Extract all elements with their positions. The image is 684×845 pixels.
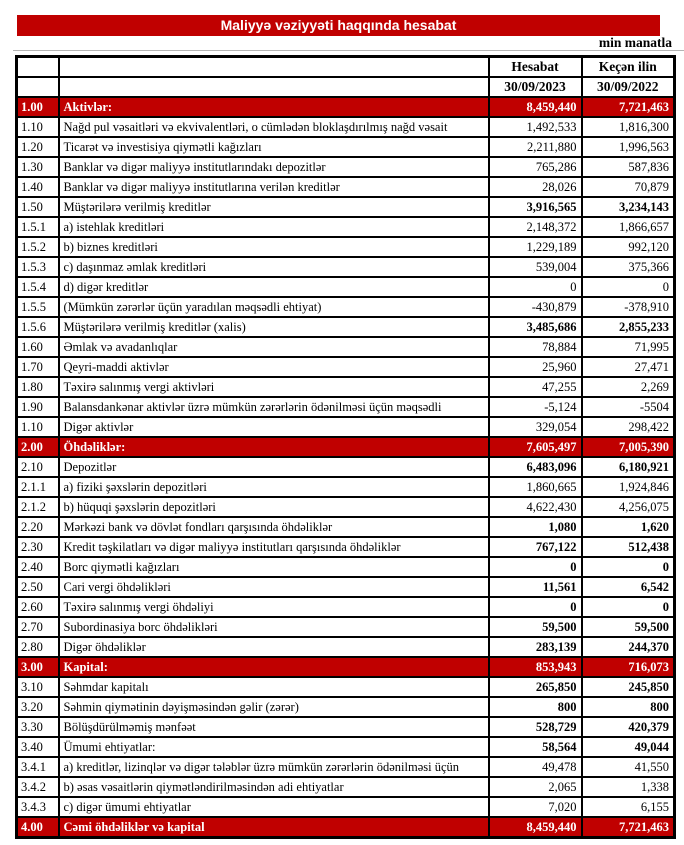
section-row bbox=[17, 437, 675, 457]
header-label-blank bbox=[59, 77, 489, 97]
header-row-1 bbox=[17, 57, 675, 78]
row-code: 1.5.3 bbox=[17, 257, 59, 277]
table-row bbox=[17, 157, 675, 177]
row-value-prior: 716,073 bbox=[582, 657, 675, 677]
row-code: 1.60 bbox=[17, 337, 59, 357]
row-label: b) biznes kreditləri bbox=[59, 237, 489, 257]
row-code: 1.5.6 bbox=[17, 317, 59, 337]
row-label: Bölüşdürülməmiş mənfəət bbox=[59, 717, 489, 737]
table-row bbox=[17, 737, 675, 757]
row-code: 2.1.2 bbox=[17, 497, 59, 517]
table-row bbox=[17, 297, 675, 317]
row-label: Müştərilərə verilmiş kreditlər bbox=[59, 197, 489, 217]
divider-line bbox=[13, 50, 684, 51]
row-value-prior: 41,550 bbox=[582, 757, 675, 777]
table-header bbox=[17, 57, 675, 98]
row-value-prior: 0 bbox=[582, 277, 675, 297]
table-row bbox=[17, 257, 675, 277]
row-label: Təxirə salınmış vergi öhdəliyi bbox=[59, 597, 489, 617]
row-code: 1.20 bbox=[17, 137, 59, 157]
table-row bbox=[17, 337, 675, 357]
row-label: b) əsas vəsaitlərin qiymətləndirilməsindən adi ehtiyatlar bbox=[59, 777, 489, 797]
row-label: d) digər kreditlər bbox=[59, 277, 489, 297]
row-code: 3.10 bbox=[17, 677, 59, 697]
row-value-current: 58,564 bbox=[489, 737, 582, 757]
row-code: 1.40 bbox=[17, 177, 59, 197]
row-value-prior: 1,996,563 bbox=[582, 137, 675, 157]
row-value-prior: 59,500 bbox=[582, 617, 675, 637]
row-code: 2.00 bbox=[17, 437, 59, 457]
row-value-prior: 420,379 bbox=[582, 717, 675, 737]
row-code: 2.80 bbox=[17, 637, 59, 657]
table-row bbox=[17, 617, 675, 637]
row-label: Öhdəliklər: bbox=[59, 437, 489, 457]
row-value-current: -5,124 bbox=[489, 397, 582, 417]
row-code: 3.4.2 bbox=[17, 777, 59, 797]
table-row bbox=[17, 637, 675, 657]
table-row bbox=[17, 237, 675, 257]
row-value-current: 4,622,430 bbox=[489, 497, 582, 517]
row-value-prior: 2,269 bbox=[582, 377, 675, 397]
row-code: 4.00 bbox=[17, 817, 59, 838]
table-row bbox=[17, 777, 675, 797]
row-label: Mərkəzi bank və dövlət fondları qarşısında öhdəliklər bbox=[59, 517, 489, 537]
row-value-current: 0 bbox=[489, 557, 582, 577]
row-value-current: 0 bbox=[489, 597, 582, 617]
row-code: 1.10 bbox=[17, 117, 59, 137]
row-label: Nağd pul vəsaitləri və ekvivalentləri, o cümlədən bloklaşdırılmış nağd vəsait bbox=[59, 117, 489, 137]
row-value-current: 25,960 bbox=[489, 357, 582, 377]
row-code: 1.5.1 bbox=[17, 217, 59, 237]
row-value-prior: 6,155 bbox=[582, 797, 675, 817]
row-code: 1.5.5 bbox=[17, 297, 59, 317]
row-value-current: 800 bbox=[489, 697, 582, 717]
row-label: Qeyri-maddi aktivlər bbox=[59, 357, 489, 377]
row-value-current: 0 bbox=[489, 277, 582, 297]
row-value-current: 767,122 bbox=[489, 537, 582, 557]
row-value-prior: 7,721,463 bbox=[582, 817, 675, 838]
row-code: 1.90 bbox=[17, 397, 59, 417]
row-value-prior: -378,910 bbox=[582, 297, 675, 317]
row-label: Ticarət və investisiya qiymətli kağızları bbox=[59, 137, 489, 157]
row-label: (Mümkün zərərlər üçün yaradılan məqsədli ehtiyat) bbox=[59, 297, 489, 317]
row-value-current: 539,004 bbox=[489, 257, 582, 277]
header-prior-title: Keçən ilin bbox=[582, 57, 675, 78]
table-row bbox=[17, 517, 675, 537]
row-code: 2.30 bbox=[17, 537, 59, 557]
header-code-blank bbox=[17, 77, 59, 97]
row-value-current: 329,054 bbox=[489, 417, 582, 437]
row-code: 2.60 bbox=[17, 597, 59, 617]
row-value-prior: 7,721,463 bbox=[582, 97, 675, 117]
section-row bbox=[17, 657, 675, 677]
financial-position-table bbox=[15, 55, 676, 839]
row-value-prior: 7,005,390 bbox=[582, 437, 675, 457]
row-code: 1.00 bbox=[17, 97, 59, 117]
table-body bbox=[17, 97, 675, 838]
row-value-prior: 992,120 bbox=[582, 237, 675, 257]
row-value-current: 1,492,533 bbox=[489, 117, 582, 137]
table-row bbox=[17, 797, 675, 817]
row-code: 1.50 bbox=[17, 197, 59, 217]
table-row bbox=[17, 357, 675, 377]
row-value-current: 2,211,880 bbox=[489, 137, 582, 157]
row-code: 1.5.2 bbox=[17, 237, 59, 257]
table-row bbox=[17, 277, 675, 297]
row-value-prior: 587,836 bbox=[582, 157, 675, 177]
row-value-current: 283,139 bbox=[489, 637, 582, 657]
row-code: 3.30 bbox=[17, 717, 59, 737]
table-row bbox=[17, 397, 675, 417]
row-label: a) fiziki şəxslərin depozitləri bbox=[59, 477, 489, 497]
table-row bbox=[17, 557, 675, 577]
row-label: c) daşınmaz əmlak kreditləri bbox=[59, 257, 489, 277]
row-value-current: 765,286 bbox=[489, 157, 582, 177]
row-value-current: 6,483,096 bbox=[489, 457, 582, 477]
row-label: a) kreditlər, lizinqlər və digər tələblər üzrə mümkün zərərlərin ödənilməsi üçün bbox=[59, 757, 489, 777]
row-code: 2.40 bbox=[17, 557, 59, 577]
row-label: Səhmin qiymətinin dəyişməsindən gəlir (zərər) bbox=[59, 697, 489, 717]
table-row bbox=[17, 597, 675, 617]
row-code: 1.10 bbox=[17, 417, 59, 437]
unit-note: min manatla bbox=[598, 35, 672, 50]
row-value-current: 3,916,565 bbox=[489, 197, 582, 217]
row-value-prior: 1,924,846 bbox=[582, 477, 675, 497]
row-value-prior: 4,256,075 bbox=[582, 497, 675, 517]
row-label: Borc qiymətli kağızları bbox=[59, 557, 489, 577]
header-code-blank bbox=[17, 57, 59, 78]
table-row bbox=[17, 477, 675, 497]
row-code: 2.1.1 bbox=[17, 477, 59, 497]
row-value-current: 8,459,440 bbox=[489, 97, 582, 117]
row-value-prior: 0 bbox=[582, 557, 675, 577]
row-label: Müştərilərə verilmiş kreditlər (xalis) bbox=[59, 317, 489, 337]
row-value-prior: 1,866,657 bbox=[582, 217, 675, 237]
table-row bbox=[17, 117, 675, 137]
row-value-current: -430,879 bbox=[489, 297, 582, 317]
row-label: Digər aktivlər bbox=[59, 417, 489, 437]
row-code: 2.10 bbox=[17, 457, 59, 477]
row-code: 3.4.3 bbox=[17, 797, 59, 817]
table-row bbox=[17, 697, 675, 717]
row-code: 1.80 bbox=[17, 377, 59, 397]
table-row bbox=[17, 377, 675, 397]
row-value-current: 49,478 bbox=[489, 757, 582, 777]
row-code: 2.20 bbox=[17, 517, 59, 537]
table-row bbox=[17, 497, 675, 517]
row-value-prior: 1,620 bbox=[582, 517, 675, 537]
row-label: a) istehlak kreditləri bbox=[59, 217, 489, 237]
row-value-prior: 375,366 bbox=[582, 257, 675, 277]
header-current-title: Hesabat bbox=[489, 57, 582, 78]
row-value-current: 1,860,665 bbox=[489, 477, 582, 497]
row-value-current: 28,026 bbox=[489, 177, 582, 197]
row-value-prior: 2,855,233 bbox=[582, 317, 675, 337]
row-value-prior: -5504 bbox=[582, 397, 675, 417]
row-code: 3.20 bbox=[17, 697, 59, 717]
row-value-prior: 244,370 bbox=[582, 637, 675, 657]
table-row bbox=[17, 537, 675, 557]
row-code: 2.50 bbox=[17, 577, 59, 597]
row-value-prior: 0 bbox=[582, 597, 675, 617]
row-label: Cəmi öhdəliklər və kapital bbox=[59, 817, 489, 838]
header-current-date: 30/09/2023 bbox=[489, 77, 582, 97]
table-row bbox=[17, 717, 675, 737]
row-value-prior: 49,044 bbox=[582, 737, 675, 757]
report-title: Maliyyə vəziyyəti haqqında hesabat bbox=[220, 17, 457, 33]
row-value-current: 1,080 bbox=[489, 517, 582, 537]
row-value-prior: 71,995 bbox=[582, 337, 675, 357]
row-code: 3.00 bbox=[17, 657, 59, 677]
row-label: Cari vergi öhdəlikləri bbox=[59, 577, 489, 597]
section-row bbox=[17, 97, 675, 117]
section-row bbox=[17, 817, 675, 838]
row-value-prior: 6,180,921 bbox=[582, 457, 675, 477]
row-value-current: 528,729 bbox=[489, 717, 582, 737]
table-row bbox=[17, 317, 675, 337]
table-row bbox=[17, 417, 675, 437]
row-label: Balansdankənar aktivlər üzrə mümkün zərərlərin ödənilməsi üçün məqsədli bbox=[59, 397, 489, 417]
table-row bbox=[17, 137, 675, 157]
row-value-prior: 27,471 bbox=[582, 357, 675, 377]
row-label: Səhmdar kapitalı bbox=[59, 677, 489, 697]
header-prior-date: 30/09/2022 bbox=[582, 77, 675, 97]
row-label: Əmlak və avadanlıqlar bbox=[59, 337, 489, 357]
row-label: Banklar və digər maliyyə institutlarına verilən kreditlər bbox=[59, 177, 489, 197]
row-code: 1.30 bbox=[17, 157, 59, 177]
row-value-current: 8,459,440 bbox=[489, 817, 582, 838]
row-code: 3.40 bbox=[17, 737, 59, 757]
row-label: b) hüquqi şəxslərin depozitləri bbox=[59, 497, 489, 517]
row-value-current: 853,943 bbox=[489, 657, 582, 677]
row-value-current: 3,485,686 bbox=[489, 317, 582, 337]
row-code: 1.5.4 bbox=[17, 277, 59, 297]
row-value-current: 59,500 bbox=[489, 617, 582, 637]
row-value-prior: 298,422 bbox=[582, 417, 675, 437]
row-label: Digər öhdəliklər bbox=[59, 637, 489, 657]
table-row bbox=[17, 197, 675, 217]
row-label: Kredit təşkilatları və digər maliyyə institutları qarşısında öhdəliklər bbox=[59, 537, 489, 557]
table-row bbox=[17, 457, 675, 477]
row-code: 2.70 bbox=[17, 617, 59, 637]
row-value-current: 11,561 bbox=[489, 577, 582, 597]
row-value-prior: 1,338 bbox=[582, 777, 675, 797]
row-value-current: 2,148,372 bbox=[489, 217, 582, 237]
row-code: 3.4.1 bbox=[17, 757, 59, 777]
row-label: Aktivlər: bbox=[59, 97, 489, 117]
row-value-prior: 6,542 bbox=[582, 577, 675, 597]
row-value-prior: 3,234,143 bbox=[582, 197, 675, 217]
row-value-current: 7,605,497 bbox=[489, 437, 582, 457]
header-label-blank bbox=[59, 57, 489, 78]
table-row bbox=[17, 177, 675, 197]
row-label: Depozitlər bbox=[59, 457, 489, 477]
row-label: Kapital: bbox=[59, 657, 489, 677]
row-value-prior: 245,850 bbox=[582, 677, 675, 697]
row-value-current: 1,229,189 bbox=[489, 237, 582, 257]
row-value-prior: 70,879 bbox=[582, 177, 675, 197]
row-value-current: 265,850 bbox=[489, 677, 582, 697]
row-value-current: 78,884 bbox=[489, 337, 582, 357]
header-row-2 bbox=[17, 77, 675, 97]
row-value-prior: 512,438 bbox=[582, 537, 675, 557]
row-value-prior: 800 bbox=[582, 697, 675, 717]
table-row bbox=[17, 677, 675, 697]
row-value-current: 47,255 bbox=[489, 377, 582, 397]
row-label: Subordinasiya borc öhdəlikləri bbox=[59, 617, 489, 637]
row-code: 1.70 bbox=[17, 357, 59, 377]
table-row bbox=[17, 217, 675, 237]
row-label: Banklar və digər maliyyə institutlarındakı depozitlər bbox=[59, 157, 489, 177]
row-label: c) digər ümumi ehtiyatlar bbox=[59, 797, 489, 817]
row-label: Ümumi ehtiyatlar: bbox=[59, 737, 489, 757]
row-label: Təxirə salınmış vergi aktivləri bbox=[59, 377, 489, 397]
row-value-current: 2,065 bbox=[489, 777, 582, 797]
report-title-banner bbox=[17, 15, 660, 36]
row-value-current: 7,020 bbox=[489, 797, 582, 817]
table-row bbox=[17, 577, 675, 597]
row-value-prior: 1,816,300 bbox=[582, 117, 675, 137]
table-row bbox=[17, 757, 675, 777]
